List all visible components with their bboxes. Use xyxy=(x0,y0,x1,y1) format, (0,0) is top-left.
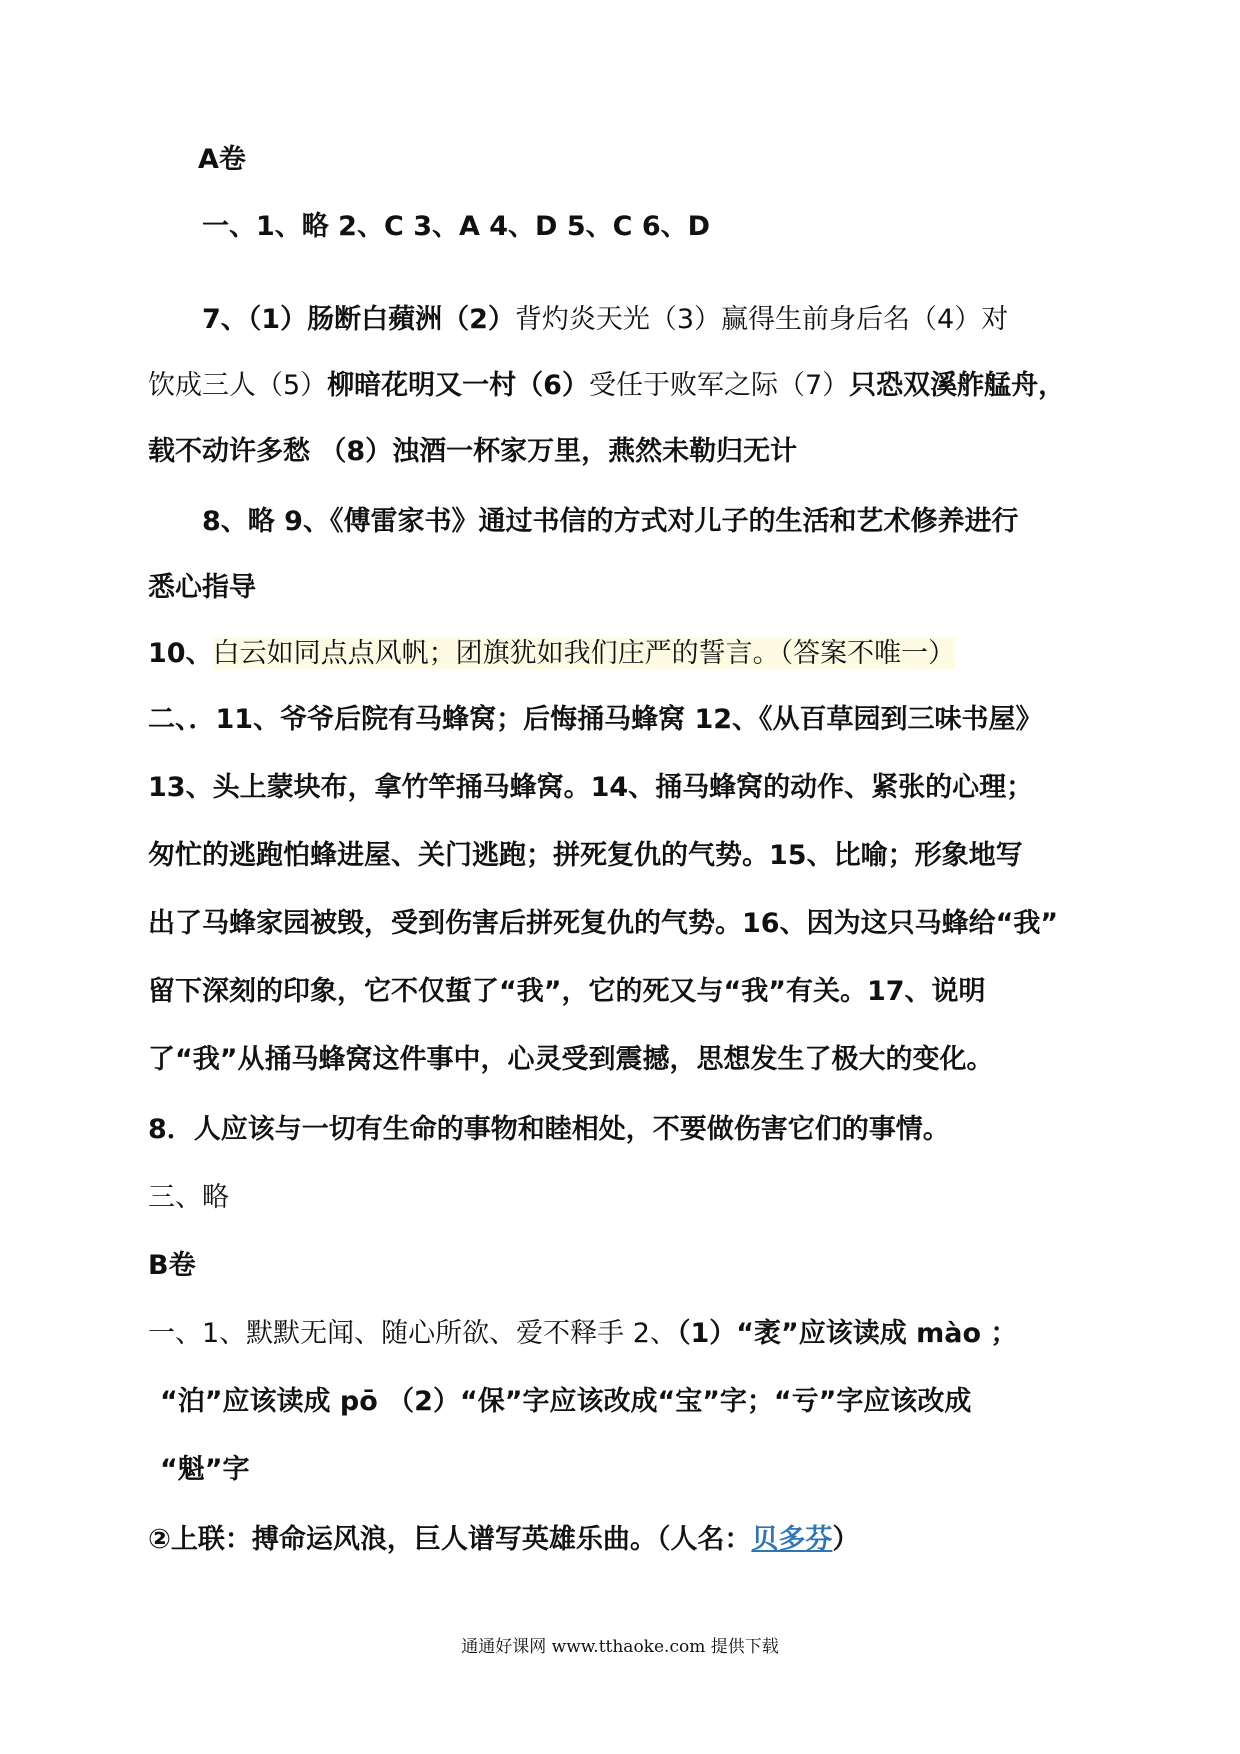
q7-segment-1: （1）肠断白蘋洲（2） xyxy=(247,304,515,335)
q8-9-line-2: 悉心指导 xyxy=(148,572,256,603)
part2-line-3: 匆忙的逃跑怕蜂进屋、关门逃跑；拼死复仇的气势。15、比喻；形象地写 xyxy=(148,840,1023,871)
part3-line: 三、略 xyxy=(148,1182,229,1213)
b-q2-text: ②上联：搏命运风浪，巨人谱写英雄乐曲。（人名： xyxy=(148,1524,752,1555)
q10-label: 10、 xyxy=(148,638,213,669)
b-q2-close: ） xyxy=(832,1524,860,1555)
part2-line-5: 留下深刻的印象，它不仅蜇了“我”，它的死又与“我”有关。17、说明 xyxy=(148,976,986,1007)
page-footer: 通通好课网 www.tthaoke.com 提供下载 xyxy=(461,1637,779,1657)
part2-line-2: 13、头上蒙块布，拿竹竿捅马蜂窝。14、捅马蜂窝的动作、紧张的心理； xyxy=(148,772,1034,803)
part2-line-6: 了“我”从捅马蜂窝这件事中，心灵受到震撼，思想发生了极大的变化。 xyxy=(148,1044,994,1075)
part2-line-4: 出了马蜂家园被毁，受到伤害后拼死复仇的气势。16、因为这只马蜂给“我” xyxy=(148,908,1059,939)
part2-line-1: 二、．11、爷爷后院有马蜂窝；后悔捅马蜂窝 12、《从百草园到三味书屋》 xyxy=(148,704,1043,735)
b-q2-line xyxy=(148,1520,859,1560)
section-b-title: B卷 xyxy=(148,1250,196,1281)
q7-segment-5: 受任于败军之际（7） xyxy=(588,370,850,401)
b-part1-segment-1: 一、1、默默无闻、随心所欲、爱不释手 2、 xyxy=(148,1318,677,1349)
q7-segment-2: 背灼炎天光（3）赢得生前身后名（4）对 xyxy=(514,304,1009,335)
q8-9-line-1: 8、略 9、《傅雷家书》通过书信的方式对儿子的生活和艺术修养进行 xyxy=(202,506,1019,537)
q7-segment-4: 柳暗花明又一村（6） xyxy=(327,370,589,401)
composer-name-link[interactable]: 贝多芬 xyxy=(751,1524,833,1555)
q7-line-2 xyxy=(148,366,1065,406)
q10-answer-highlighted: 白云如同点点风帆；团旗犹如我们庄严的誓言。（答案不唯一） xyxy=(212,638,956,669)
q7-line-3: 载不动许多愁 （8）浊酒一杯家万里，燕然未勒归无计 xyxy=(148,436,798,467)
b-part1-segment-2: （1）“袤”应该读成 mào ； xyxy=(676,1318,1018,1349)
part1-answers-line: 一、1、略 2、C 3、A 4、D 5、C 6、D xyxy=(202,211,711,242)
section-a-title: A卷 xyxy=(198,144,246,175)
b-part1-line-2: “泊”应该读成 pō （2）“保”字应该改成“宝”字；“亏”字应该改成 xyxy=(160,1386,972,1417)
b-part1-line-1 xyxy=(148,1314,1017,1354)
b-part1-line-3: “魁”字 xyxy=(160,1454,250,1485)
q7-segment-6: 只恐双溪舴艋舟， xyxy=(849,370,1066,401)
part2-line-7: 8．人应该与一切有生命的事物和睦相处，不要做伤害它们的事情。 xyxy=(148,1114,950,1145)
q7-label: 7、 xyxy=(202,304,248,335)
q7-segment-3: 饮成三人（5） xyxy=(148,370,328,401)
q10-line xyxy=(148,634,955,674)
q7-line-1 xyxy=(202,300,1008,340)
